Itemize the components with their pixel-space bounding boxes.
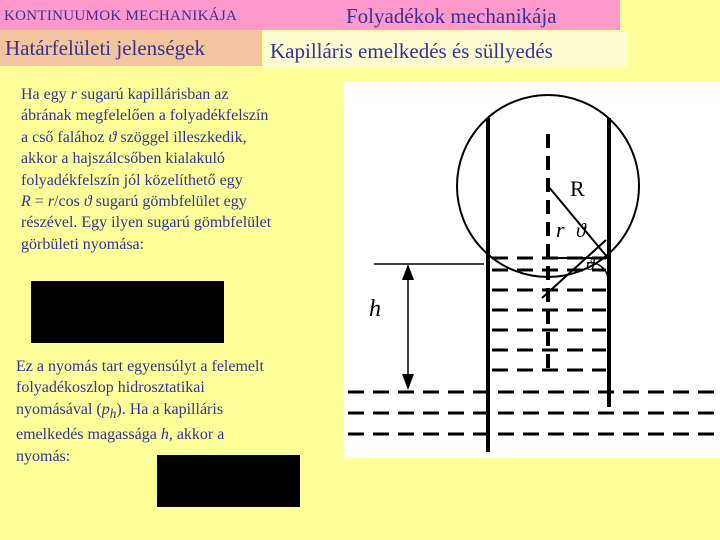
- hydrostatic-pressure-formula: [157, 455, 300, 507]
- text-line: emelkedés magassága h, akkor a: [16, 426, 225, 444]
- text-line: folyadékfelszín jól közelíthető egy: [21, 171, 243, 189]
- label-h: h: [369, 296, 381, 322]
- text-line: a cső falához ϑ szöggel illeszkedik,: [21, 128, 247, 146]
- text-line: ábrának megfelelően a folyadékfelszín: [21, 107, 269, 125]
- text-line: részével. Egy ilyen sugarú gömbfelület: [21, 214, 272, 232]
- curvature-pressure-formula: [31, 281, 224, 343]
- capillary-diagram: [344, 82, 720, 458]
- text-line: Ez a nyomás tart egyensúlyt a felemelt: [16, 358, 264, 375]
- chapter-title: Folyadékok mechanikája: [338, 0, 620, 30]
- text-line: nyomásával $(p_h)$. Ha a kapilláris: [16, 400, 224, 421]
- text-line: nyomás:: [16, 447, 71, 465]
- text-line: R = r/cos ϑ sugarú gömbfelület egy: [21, 193, 247, 211]
- subsection-title: Kapilláris emelkedés és süllyedés: [264, 32, 628, 68]
- section-title: Határfelületi jelenségek: [0, 30, 262, 66]
- label-theta-contact: ϑ: [586, 255, 595, 274]
- text-line: folyadékoszlop hidrosztatikai: [16, 379, 205, 397]
- explanation-paragraph-2: [16, 356, 264, 467]
- text-line: görbületi nyomása:: [21, 235, 145, 253]
- label-R: R: [570, 176, 585, 201]
- label-theta-center: ϑ: [576, 220, 586, 242]
- text-line: Ha egy r sugarú kapillárisban az: [21, 86, 229, 103]
- label-r: r: [556, 217, 565, 242]
- course-title: KONTINUUMOK MECHANIKÁJA: [0, 0, 338, 30]
- explanation-paragraph-1: [21, 84, 271, 255]
- text-line: akkor a hajszálcsőben kialakuló: [21, 150, 225, 168]
